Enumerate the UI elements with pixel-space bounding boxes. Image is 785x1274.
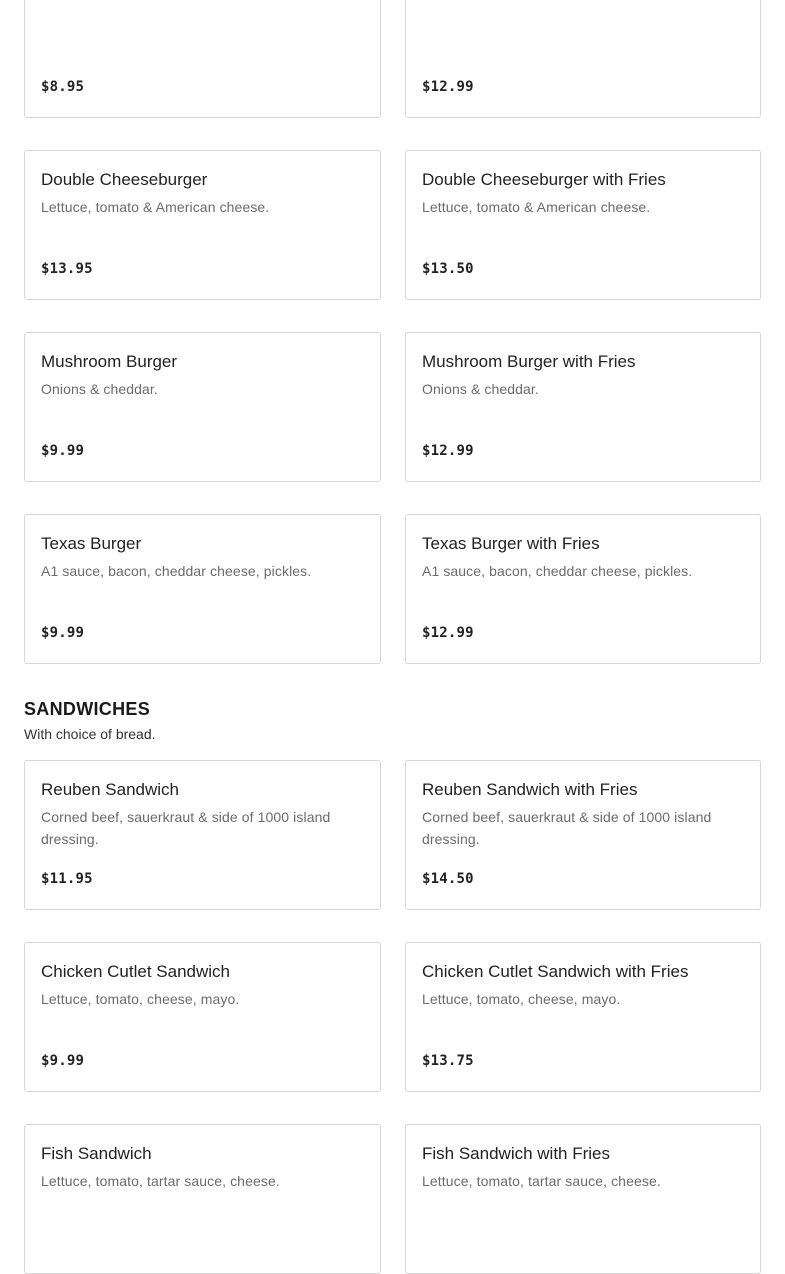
menu-item-name: Chicken Cutlet Sandwich — [41, 962, 230, 981]
menu-item-description: Onions & cheddar. — [422, 381, 539, 397]
menu-item-price: $13.50 — [422, 261, 474, 277]
menu-item-name: Fish Sandwich with Fries — [422, 1144, 611, 1163]
section-subtitle: With choice of bread. — [24, 726, 156, 742]
menu-item-description: A1 sauce, bacon, cheddar cheese, pickles. — [41, 563, 312, 579]
menu-item-card[interactable] — [24, 514, 381, 664]
menu-item-card[interactable] — [24, 760, 381, 910]
menu-item-name: Double Cheeseburger with Fries — [422, 170, 666, 189]
menu-item-description: Lettuce, tomato, tartar sauce, cheese. — [422, 1173, 661, 1189]
menu-item-name: Texas Burger — [41, 534, 142, 553]
menu-item-price: $13.95 — [41, 261, 93, 277]
menu-item-card[interactable] — [405, 514, 761, 664]
menu-item-description: Lettuce, tomato, cheese, mayo. — [41, 991, 240, 1007]
menu-item-description: Onions & cheddar. — [41, 381, 158, 397]
menu-item-name: Mushroom Burger — [41, 352, 178, 371]
section-title: SANDWICHES — [24, 699, 151, 719]
sandwiches-grid — [24, 760, 761, 1274]
menu-item-name: Mushroom Burger with Fries — [422, 352, 636, 371]
menu-item-name: Double Cheeseburger — [41, 170, 208, 189]
menu-content — [24, 0, 761, 1274]
menu-item-description: Corned beef, sauerkraut & side of 1000 island dressing. — [422, 809, 712, 847]
menu-item-card[interactable] — [24, 1124, 381, 1274]
menu-item-card[interactable] — [405, 942, 761, 1092]
menu-item-description: A1 sauce, bacon, cheddar cheese, pickles. — [422, 563, 693, 579]
menu-item-price: $8.95 — [41, 79, 85, 95]
menu-item-price: $14.50 — [422, 871, 474, 887]
menu-item-name: Fish Sandwich — [41, 1144, 152, 1163]
menu-item-price: $12.99 — [422, 625, 474, 641]
menu-item-card[interactable] — [405, 1124, 761, 1274]
menu-item-card[interactable] — [24, 332, 381, 482]
menu-item-description: Corned beef, sauerkraut & side of 1000 island dressing. — [41, 809, 331, 847]
menu-item-price: $12.99 — [422, 443, 474, 459]
menu-item-description: Lettuce, tomato, cheese, mayo. — [422, 991, 621, 1007]
menu-item-card[interactable] — [24, 0, 381, 118]
menu-item-card[interactable] — [405, 332, 761, 482]
sandwiches-section — [24, 697, 761, 1274]
menu-item-price: $9.99 — [41, 443, 85, 459]
menu-item-card[interactable] — [24, 942, 381, 1092]
menu-item-card[interactable] — [24, 150, 381, 300]
menu-item-name: Reuben Sandwich — [41, 780, 179, 799]
menu-item-price: $9.99 — [41, 625, 85, 641]
menu-item-price: $12.99 — [422, 79, 474, 95]
menu-item-card[interactable] — [405, 0, 761, 118]
menu-item-price: $11.95 — [41, 871, 93, 887]
menu-item-description: Lettuce, tomato & American cheese. — [41, 199, 270, 215]
burgers-grid — [24, 0, 761, 664]
menu-item-name: Chicken Cutlet Sandwich with Fries — [422, 962, 689, 981]
menu-item-description: Lettuce, tomato & American cheese. — [422, 199, 651, 215]
menu-item-price: $9.99 — [41, 1053, 85, 1069]
menu-item-card[interactable] — [405, 150, 761, 300]
menu-item-name: Reuben Sandwich with Fries — [422, 780, 638, 799]
menu-item-price: $13.75 — [422, 1053, 474, 1069]
menu-item-card[interactable] — [405, 760, 761, 910]
menu-item-description: Lettuce, tomato, tartar sauce, cheese. — [41, 1173, 280, 1189]
menu-item-name: Texas Burger with Fries — [422, 534, 600, 553]
